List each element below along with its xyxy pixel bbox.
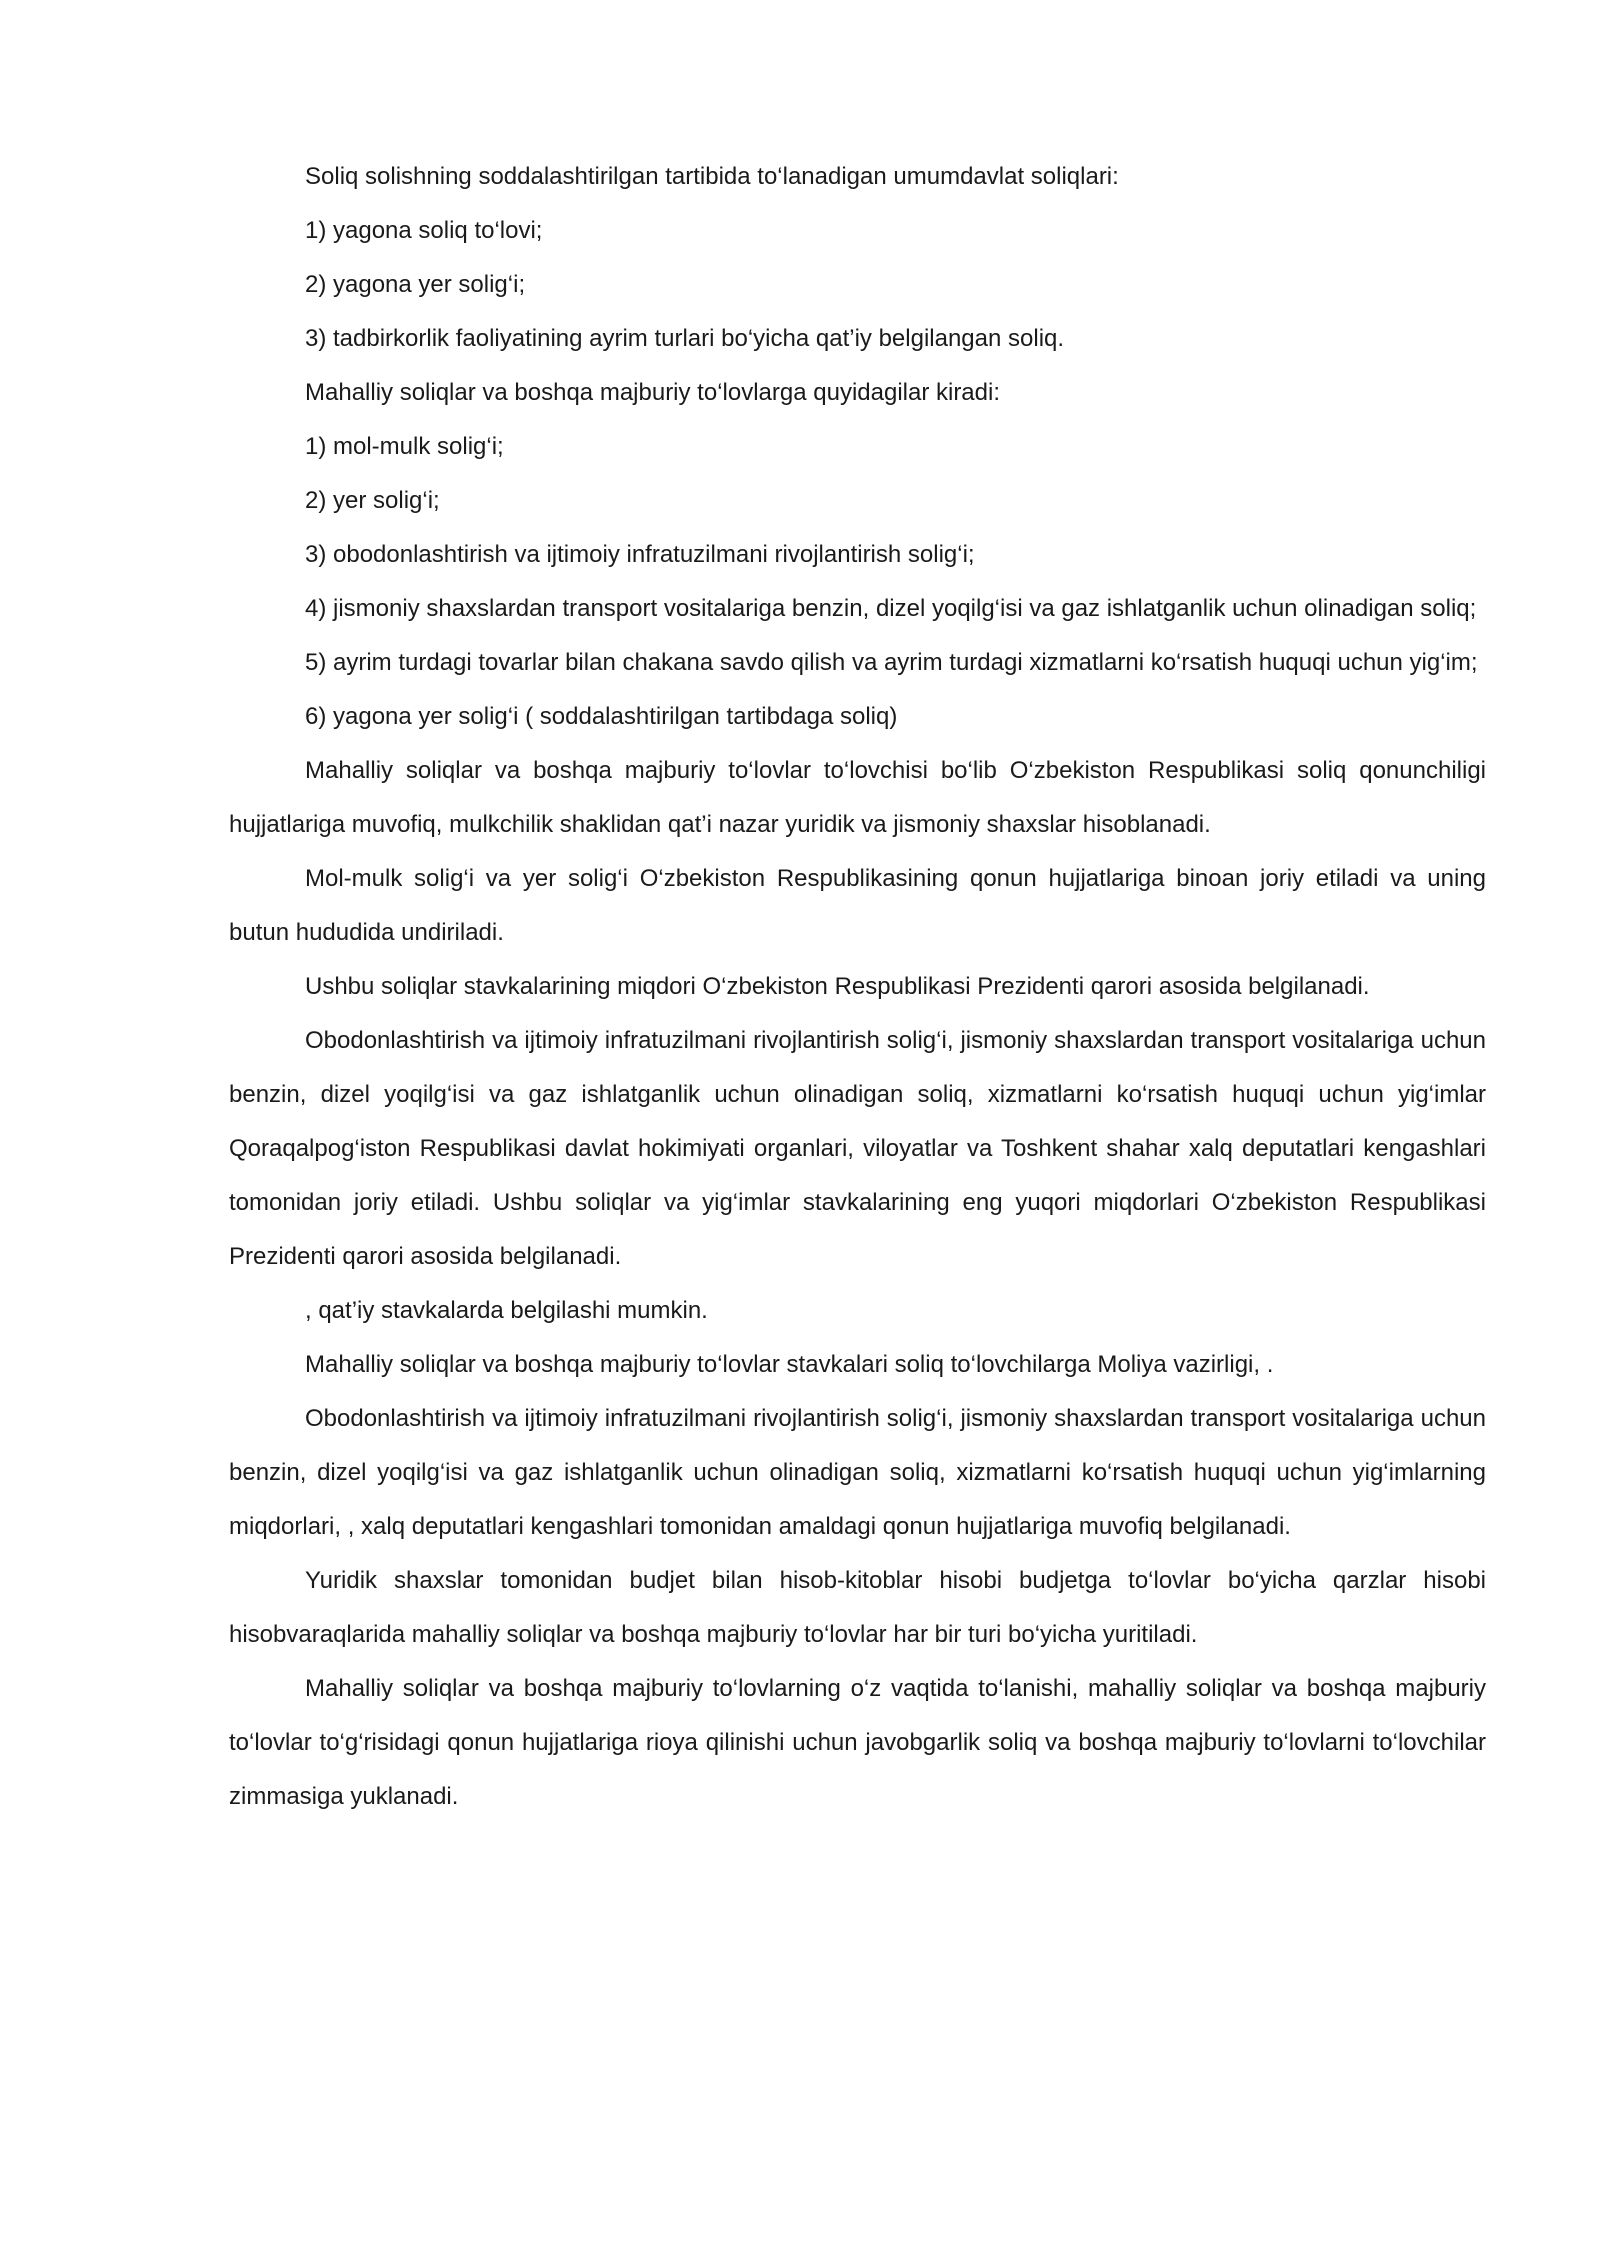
paragraph-2: Mahalliy soliqlar va boshqa majburiy to‘lovlarga quyidagilar kiradi:	[305, 379, 1001, 406]
paragraph-8: Mahalliy soliqlar va boshqa majburiy to‘lovlar stavkalari soliq to‘lovchilarga Moliya vazirligi, .	[305, 1351, 1274, 1378]
paragraph-5: Ushbu soliqlar stavkalarining miqdori O‘zbekiston Respublikasi Prezidenti qarori asosida belgilanadi.	[305, 973, 1370, 1000]
list-item-5: 2) yer solig‘i;	[305, 487, 440, 514]
paragraph-11: Mahalliy soliqlar va boshqa majburiy to‘lovlarning o‘z vaqtida to‘lanishi, mahalliy soliqlar va boshqa majburiy to‘lovlar to‘g‘risidagi qonun hujjatlariga rioya qilinishi uchun javobgarlik soliq va boshqa majburiy to‘lovlarni to‘lovchilar zimmasiga yuklanadi.	[229, 1675, 1486, 1810]
list-item-7: 4) jismoniy shaxslardan transport vositalariga benzin, dizel yoqilg‘isi va gaz ishlatganlik uchun olinadigan soliq;	[305, 595, 1477, 622]
list-item-2: 2) yagona yer solig‘i;	[305, 271, 526, 298]
paragraph-1: Soliq solishning soddalashtirilgan tartibida to‘lanadigan umumdavlat soliqlari:	[305, 163, 1119, 190]
paragraph-3: Mahalliy soliqlar va boshqa majburiy to‘lovlar to‘lovchisi bo‘lib O‘zbekiston Respublikasi soliq qonunchiligi hujjatlariga muvofiq, mulkchilik shaklidan qat’i nazar yuridik va jismoniy shaxslar hisoblanadi.	[229, 757, 1486, 838]
list-item-4: 1) mol-mulk solig‘i;	[305, 433, 504, 460]
list-item-1: 1) yagona soliq to‘lovi;	[305, 217, 543, 244]
paragraph-7: , qat’iy stavkalarda belgilashi mumkin.	[305, 1297, 708, 1324]
list-item-9: 6) yagona yer solig‘i ( soddalashtirilgan tartibdaga soliq)	[305, 703, 898, 730]
document-body	[229, 150, 1486, 1824]
list-item-8: 5) ayrim turdagi tovarlar bilan chakana savdo qilish va ayrim turdagi xizmatlarni ko‘rsatish huquqi uchun yig‘im;	[305, 649, 1478, 676]
list-item-3: 3) tadbirkorlik faoliyatining ayrim turlari bo‘yicha qat’iy belgilangan soliq.	[305, 325, 1065, 352]
paragraph-9: Obodonlashtirish va ijtimoiy infratuzilmani rivojlantirish solig‘i, jismoniy shaxslardan transport vositalariga uchun benzin, dizel yoqilg‘isi va gaz ishlatganlik uchun olinadigan soliq, xizmatlarni ko‘rsatish huquqi uchun yig‘imlarning miqdorlari, , xalq deputatlari kengashlari tomonidan amaldagi qonun hujjatlariga muvofiq belgilanadi.	[229, 1405, 1486, 1540]
paragraph-6: Obodonlashtirish va ijtimoiy infratuzilmani rivojlantirish solig‘i, jismoniy shaxslardan transport vositalariga uchun benzin, dizel yoqilg‘isi va gaz ishlatganlik uchun olinadigan soliq, xizmatlarni ko‘rsatish huquqi uchun yig‘imlar Qoraqalpog‘iston Respublikasi davlat hokimiyati organlari, viloyatlar va Toshkent shahar xalq deputatlari kengashlari tomonidan joriy etiladi. Ushbu soliqlar va yig‘imlar stavkalarining eng yuqori miqdorlari O‘zbekiston Respublikasi Prezidenti qarori asosida belgilanadi.	[229, 1027, 1486, 1270]
paragraph-10: Yuridik shaxslar tomonidan budjet bilan hisob-kitoblar hisobi budjetga to‘lovlar bo‘yicha qarzlar hisobi hisobvaraqlarida mahalliy soliqlar va boshqa majburiy to‘lovlar har bir turi bo‘yicha yuritiladi.	[229, 1567, 1486, 1648]
paragraph-4: Mol-mulk solig‘i va yer solig‘i O‘zbekiston Respublikasining qonun hujjatlariga binoan joriy etiladi va uning butun hududida undiriladi.	[229, 865, 1486, 946]
list-item-6: 3) obodonlashtirish va ijtimoiy infratuzilmani rivojlantirish solig‘i;	[305, 541, 975, 568]
